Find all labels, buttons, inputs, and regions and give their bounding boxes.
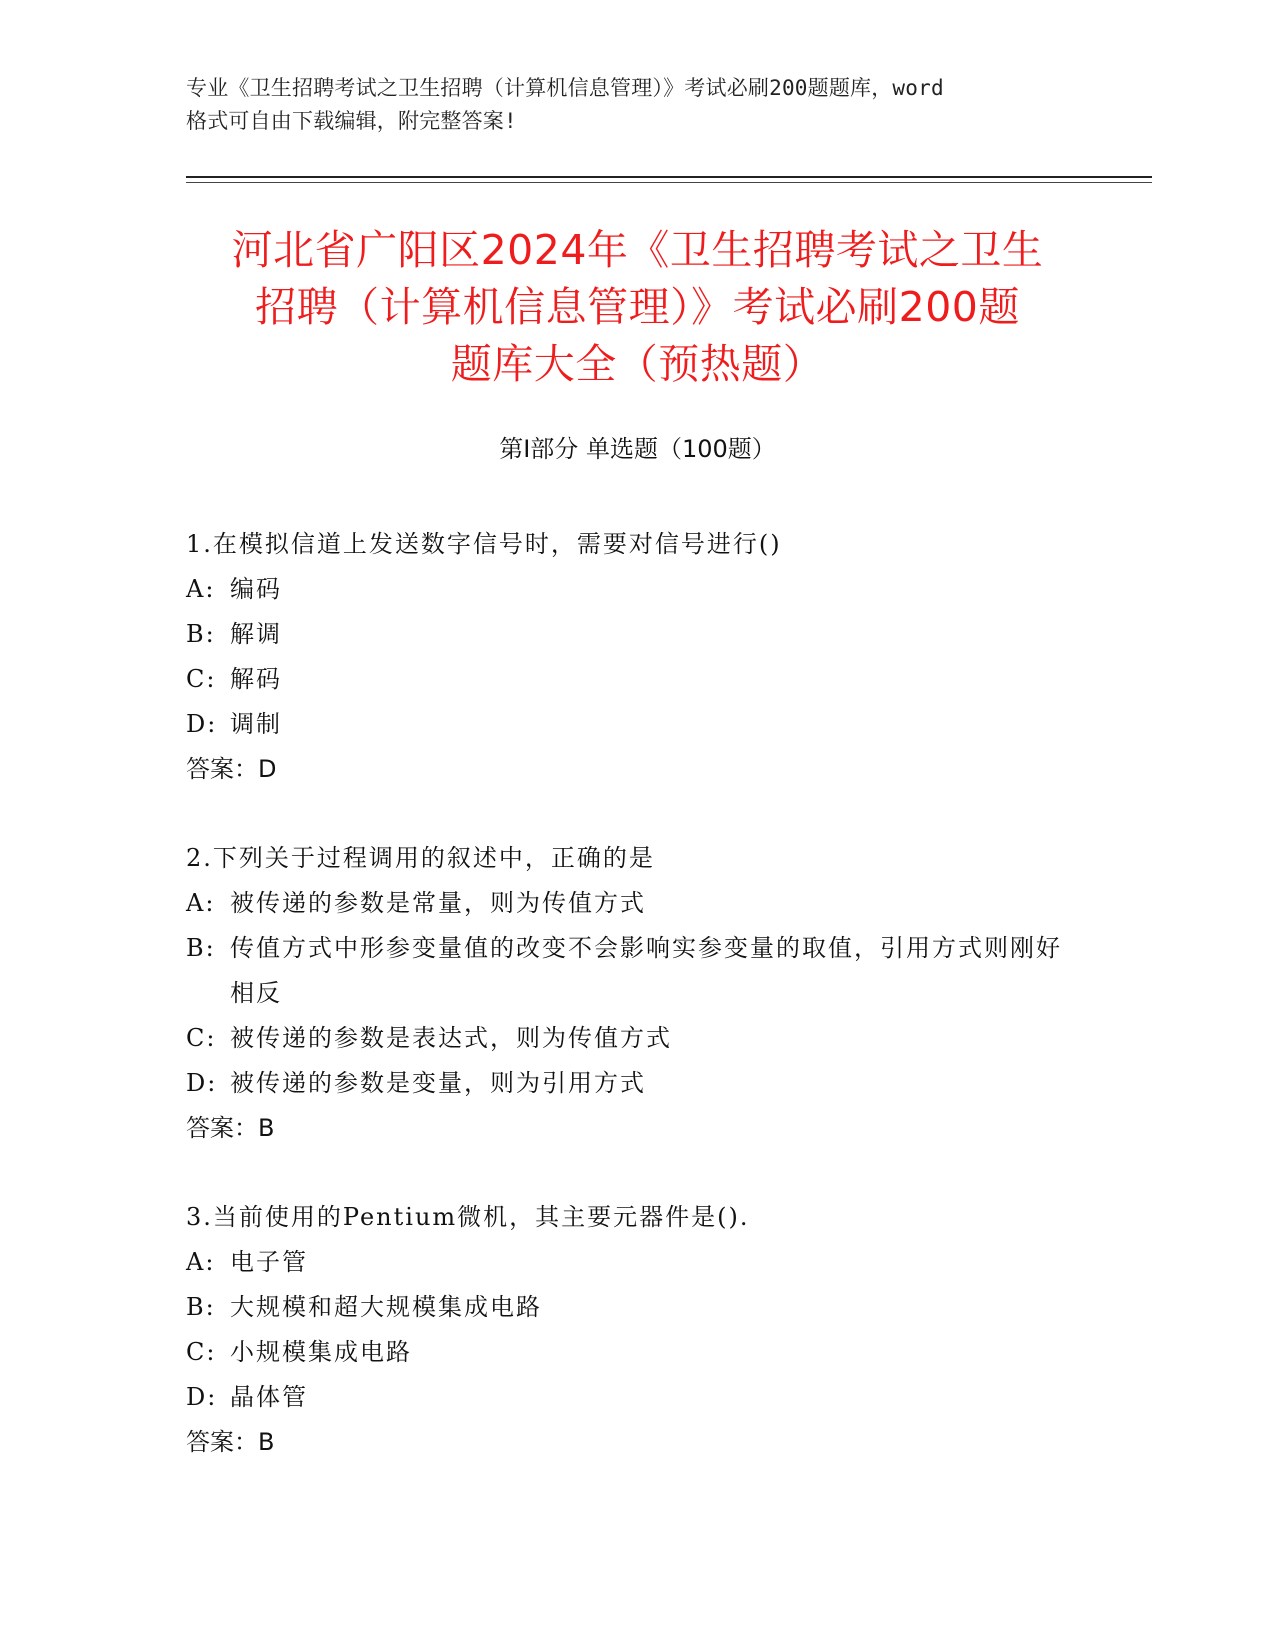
option-text: 小规模集成电路: [230, 1338, 412, 1366]
option-a: [186, 567, 1086, 612]
option-text: 被传递的参数是变量，则为引用方式: [230, 1069, 646, 1097]
option-c: [186, 657, 1086, 702]
option-key: B:: [186, 1293, 216, 1321]
option-text: 被传递的参数是常量，则为传值方式: [230, 889, 646, 917]
option-d: [186, 702, 1086, 747]
option-key: C:: [186, 665, 217, 693]
answer-line: 答案：B: [186, 1114, 275, 1142]
option-text: 电子管: [230, 1248, 308, 1276]
option-key: D:: [186, 1069, 218, 1097]
answer-line: 答案：D: [186, 755, 277, 783]
option-text: 被传递的参数是表达式，则为传值方式: [230, 1024, 672, 1052]
option-key: A:: [186, 889, 216, 917]
document-title-line-3: 题库大全（预热题）: [450, 340, 825, 388]
option-c: [186, 1330, 1086, 1375]
question-list: [186, 522, 1086, 1509]
question-stem: 2.下列关于过程调用的叙述中，正确的是: [186, 844, 655, 872]
option-text: 大规模和超大规模集成电路: [230, 1293, 542, 1321]
option-text: 编码: [230, 575, 282, 603]
option-a: [186, 1240, 1086, 1285]
header-rule-thick: [186, 176, 1152, 178]
header-note-line-1: 专业《卫生招聘考试之卫生招聘（计算机信息管理）》考试必刷200题题库，word: [186, 76, 944, 100]
option-key: A:: [186, 1248, 216, 1276]
document-title-line-1: 河北省广阳区2024年《卫生招聘考试之卫生: [231, 226, 1044, 274]
answer-line: 答案：B: [186, 1428, 275, 1456]
option-d: [186, 1061, 1086, 1106]
option-key: C:: [186, 1024, 217, 1052]
option-b: [186, 1285, 1086, 1330]
question-item: [186, 1195, 1086, 1465]
option-c: [186, 1016, 1086, 1061]
header-rule-thin: [186, 182, 1152, 183]
question-item: [186, 836, 1086, 1151]
option-key: B:: [186, 620, 216, 648]
option-text: 晶体管: [230, 1383, 308, 1411]
option-text: 解码: [230, 665, 282, 693]
option-key: A:: [186, 575, 216, 603]
option-b: [186, 926, 1086, 1016]
option-key: B:: [186, 934, 216, 962]
option-key: D:: [186, 710, 218, 738]
option-key: C:: [186, 1338, 217, 1366]
header-note: [186, 72, 1086, 138]
option-b: [186, 612, 1086, 657]
document-title: [160, 222, 1115, 393]
question-stem: 3.当前使用的Pentium微机，其主要元器件是().: [186, 1203, 750, 1231]
document-title-line-2: 招聘（计算机信息管理）》考试必刷200题: [255, 283, 1020, 331]
option-key: D:: [186, 1383, 218, 1411]
option-text: 解调: [230, 620, 282, 648]
option-text: 传值方式中形参变量值的改变不会影响实参变量的取值，引用方式则刚好相反: [230, 934, 1062, 1007]
option-text: 调制: [230, 710, 282, 738]
section-title: 第Ⅰ部分 单选题（100题）: [499, 435, 776, 463]
option-a: [186, 881, 1086, 926]
question-item: [186, 522, 1086, 792]
option-d: [186, 1375, 1086, 1420]
question-stem: 1.在模拟信道上发送数字信号时，需要对信号进行(): [186, 530, 782, 558]
header-note-line-2: 格式可自由下载编辑，附完整答案!: [186, 109, 517, 133]
